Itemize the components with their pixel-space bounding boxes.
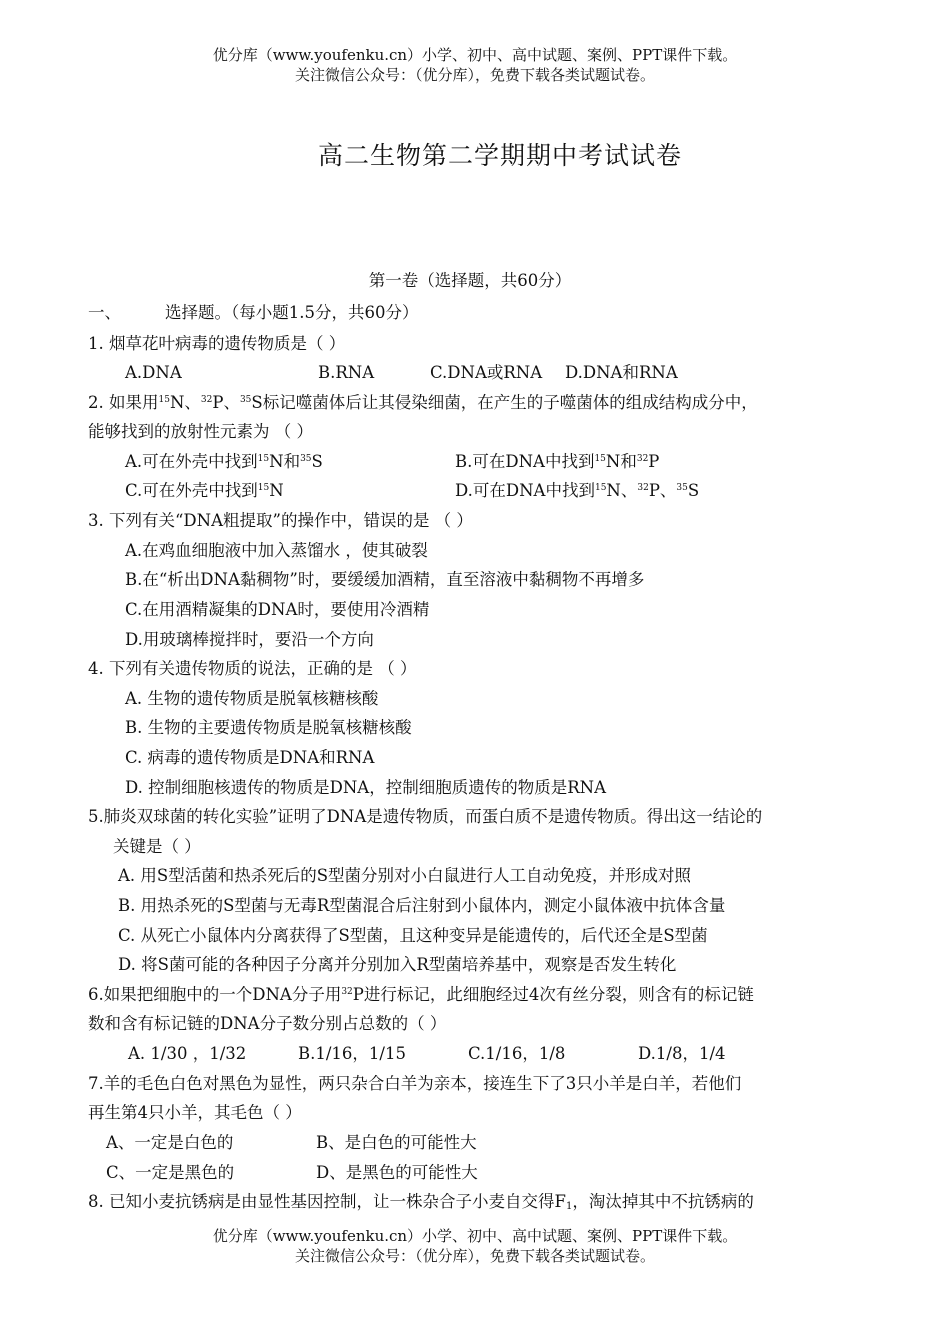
part-number: 一、 (88, 303, 121, 322)
question-5-option-b: B. 用热杀死的S型菌与无毒R型菌混合后注射到小鼠体内，测定小鼠体液中抗体含量 (118, 896, 726, 915)
question-6-option-b: B.1/16，1/15 (298, 1044, 406, 1063)
question-6-option-d: D.1/8，1/4 (638, 1044, 726, 1063)
question-3-option-c: C.在用酒精凝集的DNA时，要使用冷酒精 (125, 600, 430, 619)
question-4-option-a: A. 生物的遗传物质是脱氧核糖核酸 (125, 689, 379, 708)
question-3-stem: 3. 下列有关“DNA粗提取”的操作中，错误的是 （ ） (88, 511, 473, 530)
question-8-stem: 8. 已知小麦抗锈病是由显性基因控制，让一株杂合子小麦自交得$F_1$，淘汰掉其中不抗锈病的 (88, 1192, 754, 1212)
question-5-option-a: A. 用S型活菌和热杀死后的S型菌分别对小白鼠进行人工自动免疫，并形成对照 (118, 866, 692, 885)
question-1-stem: 1. 烟草花叶病毒的遗传物质是（ ） (88, 334, 346, 353)
question-5-stem-line1: 5.肺炎双球菌的转化实验”证明了DNA是遗传物质，而蛋白质不是遗传物质。得出这一结论的 (88, 807, 763, 826)
question-6-option-c: C.1/16，1/8 (468, 1044, 566, 1063)
question-5-stem-line2: 关键是（ ） (113, 837, 201, 856)
part-instructions: 选择题。（每小题1.5分，共60分） (165, 303, 419, 322)
page-footer-line1: 优分库（www.youfenku.cn）小学、初中、高中试题、案例、PPT课件下载。 (212, 1227, 738, 1245)
question-2-stem-line2: 能够找到的放射性元素为 （ ） (88, 422, 313, 441)
page-header-line1: 优分库（www.youfenku.cn）小学、初中、高中试题、案例、PPT课件下载。 (212, 46, 738, 64)
question-7-stem-line1: 7.羊的毛色白色对黑色为显性，两只杂合白羊为亲本，接连生下了3只小羊是白羊，若他们 (88, 1074, 742, 1093)
question-7-option-d: D、是黑色的可能性大 (316, 1163, 478, 1182)
question-6-stem-line1: 6.如果把细胞中的一个DNA分子用$^{32}$P进行标记，此细胞经过4次有丝分裂，则含有的标记链 (88, 985, 754, 1004)
question-2-option-a: A.可在外壳中找到$^{15}$N和$^{35}$S (125, 452, 323, 471)
page-footer-line2: 关注微信公众号：（优分库），免费下载各类试题试卷。 (294, 1247, 655, 1265)
question-3-option-a: A.在鸡血细胞液中加入蒸馏水 ，使其破裂 (125, 541, 428, 560)
question-3-option-b: B.在“析出DNA黏稠物”时，要缓缓加酒精，直至溶液中黏稠物不再增多 (125, 570, 645, 589)
question-6-stem-line2: 数和含有标记链的DNA分子数分别占总数的（ ） (88, 1014, 447, 1033)
question-5-option-d: D. 将S菌可能的各种因子分离并分别加入R型菌培养基中，观察是否发生转化 (118, 955, 677, 974)
section-heading: 第一卷（选择题，共60分） (368, 271, 572, 290)
question-6-option-a: A. 1/30 ，1/32 (128, 1044, 247, 1063)
question-5-option-c: C. 从死亡小鼠体内分离获得了S型菌，且这种变异是能遗传的，后代还全是S型菌 (118, 926, 708, 945)
question-3-option-d: D.用玻璃棒搅拌时，要沿一个方向 (125, 630, 374, 649)
question-4-option-c: C. 病毒的遗传物质是DNA和RNA (125, 748, 375, 767)
question-1-option-b: B.RNA (318, 363, 375, 382)
question-7-stem-line2: 再生第4只小羊，其毛色（ ） (88, 1103, 302, 1122)
exam-title: 高二生物第二学期期中考试试卷 (317, 141, 682, 170)
question-4-stem: 4. 下列有关遗传物质的说法，正确的是 （ ） (88, 659, 417, 678)
question-4-option-d: D. 控制细胞核遗传的物质是DNA，控制细胞质遗传的物质是RNA (125, 778, 606, 797)
page-header-line2: 关注微信公众号：（优分库），免费下载各类试题试卷。 (294, 66, 655, 84)
question-2-option-c: C.可在外壳中找到$^{15}$N (125, 481, 284, 500)
question-2-option-d: D.可在DNA中找到$^{15}$N、$^{32}$P、$^{35}$S (455, 481, 700, 500)
question-4-option-b: B. 生物的主要遗传物质是脱氧核糖核酸 (125, 718, 412, 737)
question-2-stem-line1: 2. 如果用$^{15}$N、$^{32}$P、$^{35}$S标记噬菌体后让其侵染细菌，在产生的子噬菌体的组成结构成分中， (88, 393, 758, 412)
question-1-option-d: D.DNA和RNA (565, 363, 678, 382)
question-2-option-b: B.可在DNA中找到$^{15}$N和$^{32}$P (455, 452, 660, 471)
question-1-option-c: C.DNA或RNA (430, 363, 543, 382)
question-1-option-a: A.DNA (125, 363, 182, 382)
question-7-option-b: B、是白色的可能性大 (316, 1133, 477, 1152)
question-7-option-c: C、一定是黑色的 (106, 1163, 235, 1182)
question-7-option-a: A、一定是白色的 (106, 1133, 234, 1152)
